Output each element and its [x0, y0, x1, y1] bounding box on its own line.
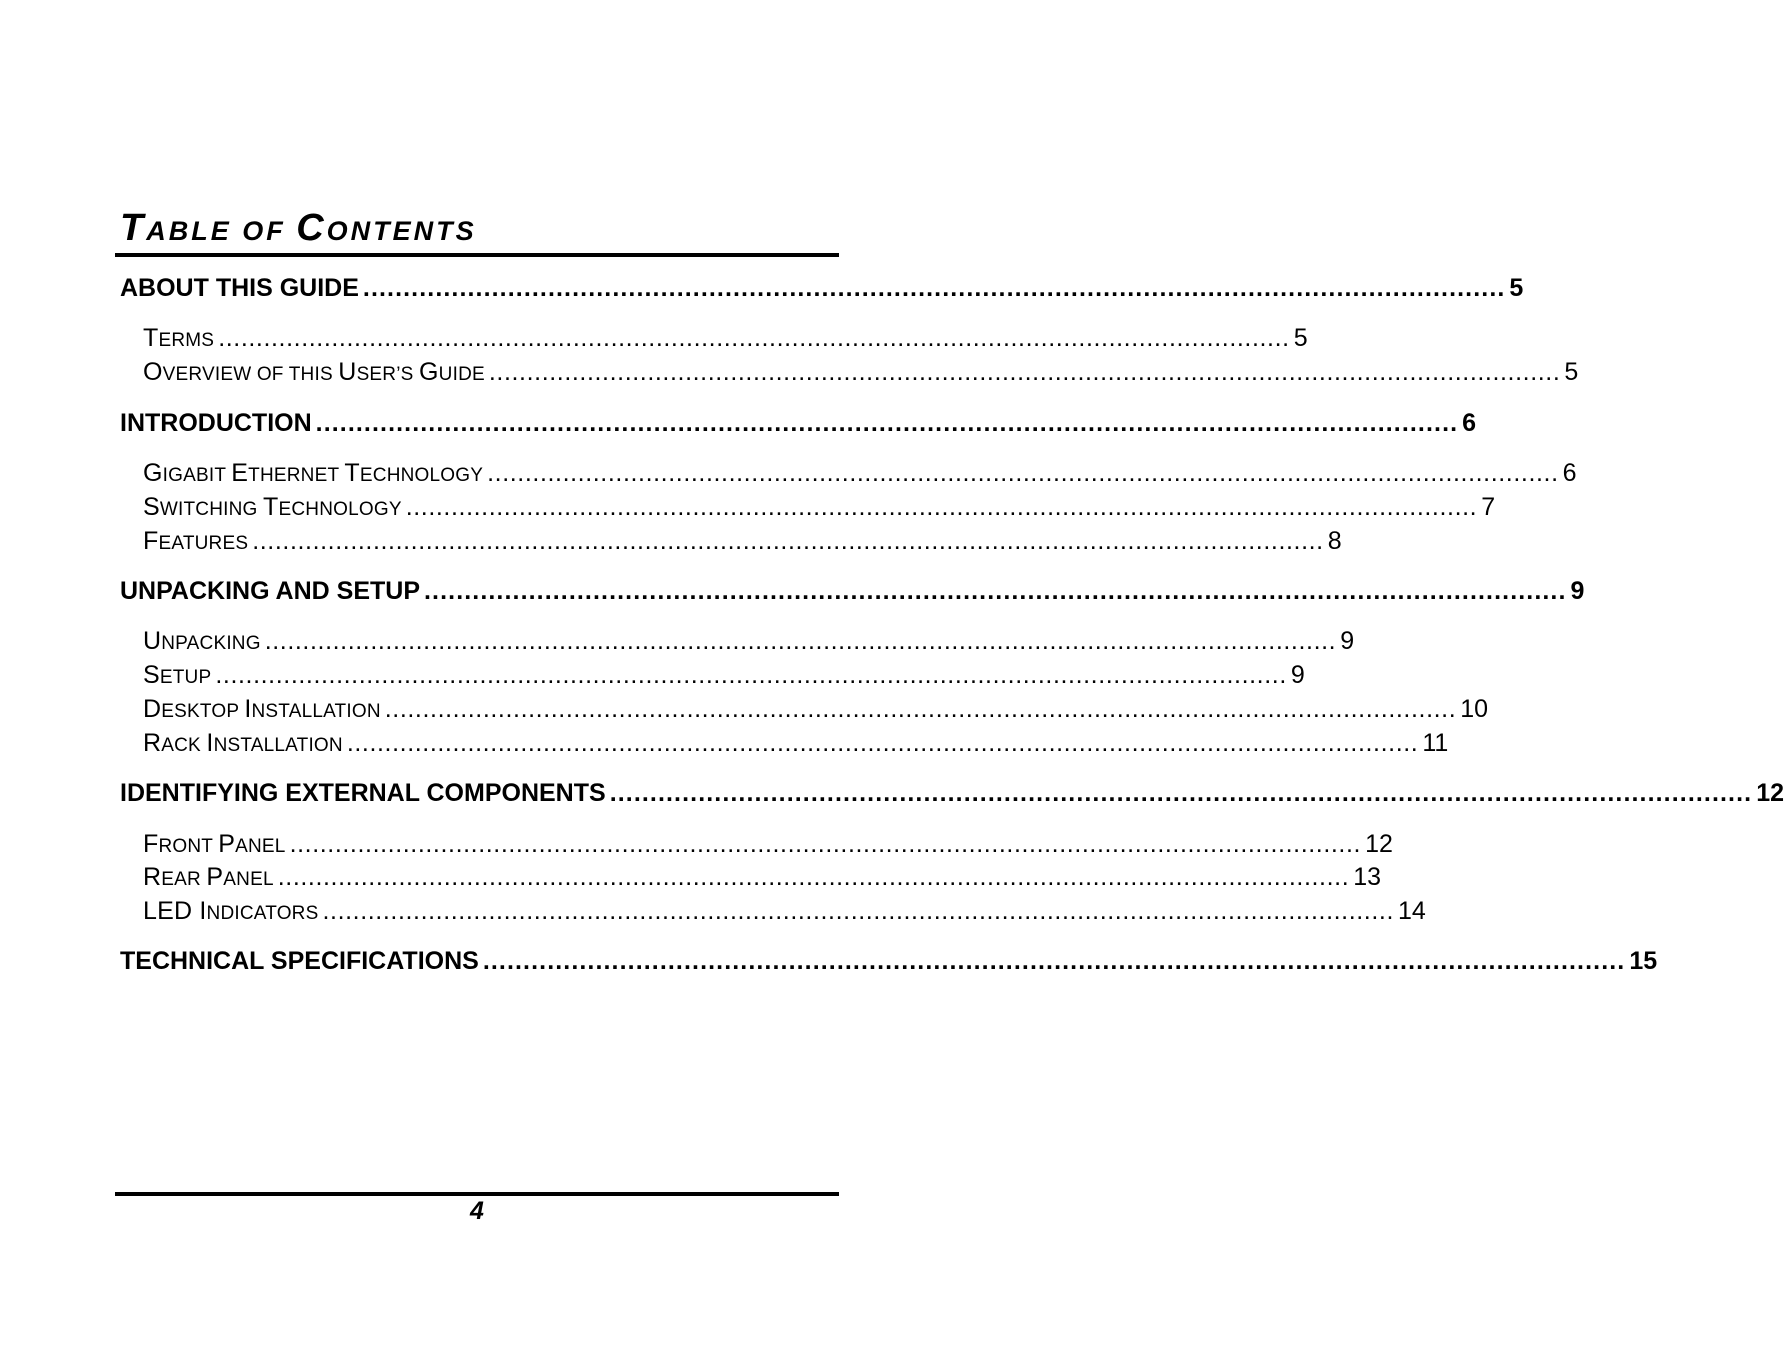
toc-chapter-introduction[interactable]: INTRODUCTION .............................................................................................................................................. 6 [120, 409, 1477, 437]
toc-chapter-about-this-guide[interactable]: ABOUT THIS GUIDE .............................................................................................................................................. 5 [120, 274, 1524, 302]
title-divider [115, 253, 839, 257]
toc-section-terms[interactable]: TERMS .............................................................................................................................................. 5 [143, 324, 1308, 352]
toc-section-gigabit-ethernet[interactable]: GIGABIT ETHERNET TECHNOLOGY .............................................................................................................................................. 6 [143, 459, 1577, 487]
toc-section-desktop-installation[interactable]: DESKTOP INSTALLATION .............................................................................................................................................. 10 [143, 695, 1489, 723]
page-title: TABLE OF CONTENTS [120, 207, 477, 249]
toc-chapter-unpacking-and-setup[interactable]: UNPACKING AND SETUP .............................................................................................................................................. 9 [120, 577, 1585, 605]
toc-section-features[interactable]: FEATURES .............................................................................................................................................. 8 [143, 527, 1342, 555]
toc-section-led-indicators[interactable]: LED INDICATORS .............................................................................................................................................. 14 [143, 897, 1426, 925]
toc-section-rear-panel[interactable]: REAR PANEL .............................................................................................................................................. 13 [143, 863, 1382, 891]
toc-section-rack-installation[interactable]: RACK INSTALLATION .............................................................................................................................................. 11 [143, 729, 1449, 757]
page-number: 4 [470, 1197, 484, 1225]
toc-section-front-panel[interactable]: FRONT PANEL .............................................................................................................................................. 12 [143, 830, 1393, 858]
toc-section-unpacking[interactable]: UNPACKING .............................................................................................................................................. 9 [143, 627, 1355, 655]
toc-chapter-identifying-external-components[interactable]: IDENTIFYING EXTERNAL COMPONENTS .............................................................................................................................................. 12 [120, 779, 1784, 807]
toc-chapter-technical-specifications[interactable]: TECHNICAL SPECIFICATIONS .............................................................................................................................................. 15 [120, 947, 1658, 975]
toc-section-overview[interactable]: OVERVIEW OF THIS USER’S GUIDE .............................................................................................................................................. 5 [143, 358, 1579, 386]
toc-section-setup[interactable]: SETUP .............................................................................................................................................. 9 [143, 661, 1305, 689]
toc-section-switching-technology[interactable]: SWITCHING TECHNOLOGY .............................................................................................................................................. 7 [143, 493, 1496, 521]
